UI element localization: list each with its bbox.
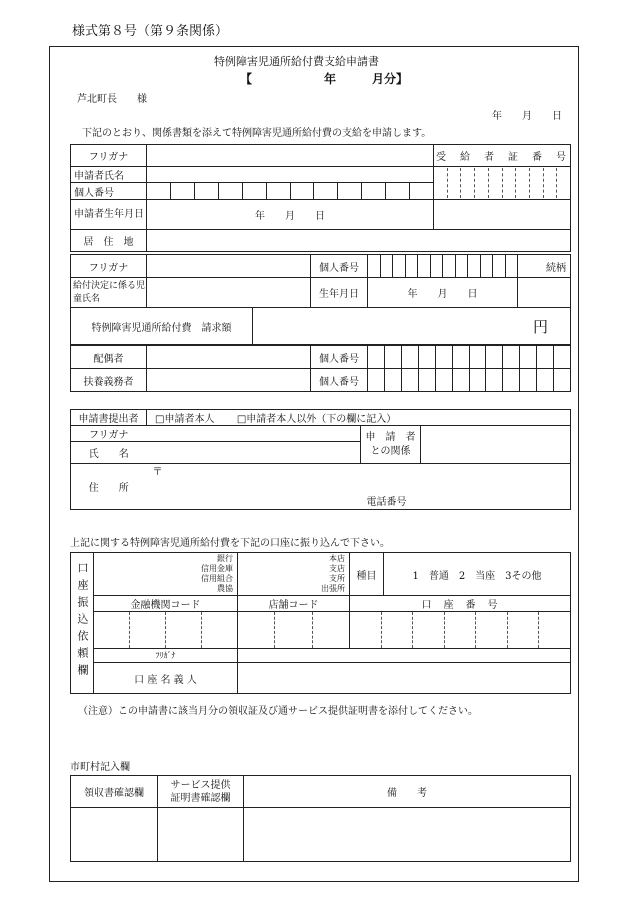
submitter-relationship-label: 申 請 者 との関係 [361, 426, 421, 464]
holder-name-label: 口 座 名 義 人 [94, 663, 238, 694]
claim-amount-field[interactable] [253, 308, 571, 345]
certificate-number-field[interactable] [434, 167, 571, 200]
applicant-name-field[interactable] [147, 167, 434, 183]
period-line: 【 年 月分】 [240, 72, 409, 86]
applicant-name-label: 申請者氏名 [71, 167, 147, 183]
submitter-furigana-field[interactable] [147, 426, 361, 442]
applicant-personal-number-field[interactable] [147, 183, 434, 200]
municipal-section-label: 市町村記入欄 [70, 762, 130, 773]
child-personal-number-label: 個人番号 [311, 255, 368, 278]
submitter-table [70, 409, 571, 510]
receipt-check-label: 領収書確認欄 [71, 776, 158, 808]
submitter-name-field[interactable] [147, 442, 361, 464]
postal-mark: 〒 [152, 467, 163, 478]
branch-code-label: 店舗コード [238, 596, 350, 612]
account-type-label: 種目 [350, 553, 384, 596]
submitter-label: 申請書提出者 [71, 410, 147, 426]
intro-text: 下記のとおり、関係書類を添えて特例障害児通所給付費の支給を申請します。 [82, 128, 432, 139]
child-furigana-field[interactable] [147, 255, 311, 278]
spouse-field[interactable] [147, 346, 311, 369]
institution-name-field[interactable]: 銀行 信用金庫 信用組合 農協 [94, 553, 238, 596]
child-name-field[interactable] [147, 278, 311, 308]
residence-field[interactable] [147, 230, 571, 252]
form-title: 特例障害児通所給付費支給申請書 [214, 55, 379, 68]
family-table [70, 345, 571, 392]
child-birthdate-label: 生年月日 [311, 278, 368, 308]
spouse-label: 配偶者 [71, 346, 147, 369]
branch-name-field[interactable]: 本店 支店 支所 出張所 [238, 553, 350, 596]
account-number-label: 口 座 番 号 [350, 596, 571, 612]
holder-furigana-field[interactable] [238, 649, 571, 663]
spouse-personal-number-field[interactable] [368, 346, 571, 369]
addressee: 芦北町長 様 [77, 94, 147, 105]
form-number: 様式第８号（第９条関係） [72, 24, 229, 39]
applicant-birthdate-field[interactable]: 年 月 日 [147, 200, 434, 230]
residence-label: 居 住 地 [71, 230, 147, 252]
phone-label: 電話番号 [366, 497, 407, 508]
institution-code-label: 金融機関コード [94, 596, 238, 612]
yen-unit: 円 [532, 317, 548, 336]
municipal-table [70, 775, 571, 862]
applicant-personal-number-label: 個人番号 [71, 183, 147, 200]
bank-table [70, 552, 571, 694]
certificate-number-label: 受 給 者 証 番 号 [434, 145, 571, 167]
claim-table [70, 307, 571, 345]
application-date[interactable]: 年 月 日 [492, 111, 562, 122]
applicant-table [70, 144, 571, 252]
submitter-self-checkbox[interactable]: □申請者本人 [155, 414, 215, 425]
applicant-birthdate-label: 申請者生年月日 [71, 200, 147, 230]
account-number-field[interactable] [350, 612, 571, 649]
relationship-label: 続柄 [518, 255, 571, 278]
relationship-field[interactable] [518, 278, 571, 308]
applicant-furigana-label: フリガナ [71, 145, 147, 167]
remarks-field[interactable] [244, 808, 571, 862]
account-type-options[interactable]: 1 普通 2 当座 3その他 [384, 553, 571, 596]
submitter-address-field[interactable] [147, 464, 571, 510]
child-personal-number-field[interactable] [368, 255, 518, 278]
note-text: （注意）この申請書に該当月分の領収証及び通サービス提供証明書を添付してください。 [78, 706, 478, 717]
branch-code-field[interactable] [238, 612, 350, 649]
service-check-field[interactable] [158, 808, 244, 862]
submitter-other-checkbox[interactable]: □申請者本人以外（下の欄に記入） [236, 414, 397, 425]
service-check-label: サービス提供 証明書確認欄 [158, 776, 244, 808]
supporter-personal-number-label: 個人番号 [311, 369, 368, 392]
submitter-name-label: 氏 名 [71, 442, 147, 464]
applicant-birthdate-blank [434, 200, 571, 230]
supporter-personal-number-field[interactable] [368, 369, 571, 392]
child-table [70, 254, 571, 308]
holder-furigana-label: ﾌﾘｶﾞﾅ [94, 649, 238, 663]
holder-name-field[interactable] [238, 663, 571, 694]
submitter-relationship-field[interactable] [421, 426, 571, 464]
applicant-furigana-field[interactable] [147, 145, 434, 167]
supporter-field[interactable] [147, 369, 311, 392]
submitter-options [147, 410, 571, 426]
child-furigana-label: フリガナ [71, 255, 147, 278]
child-birthdate-field[interactable]: 年 月 日 [368, 278, 518, 308]
institution-code-field[interactable] [94, 612, 238, 649]
bank-intro: 上記に関する特例障害児通所給付費を下記の口座に振り込んで下さい。 [70, 538, 390, 549]
submitter-furigana-label: フリガナ [71, 426, 147, 442]
bank-side-label: 口座振込依頼欄 [71, 553, 94, 694]
spouse-personal-number-label: 個人番号 [311, 346, 368, 369]
supporter-label: 扶養義務者 [71, 369, 147, 392]
child-name-label: 給付決定に係る児童氏名 [71, 278, 147, 308]
remarks-label: 備 考 [244, 776, 571, 808]
claim-label: 特例障害児通所給付費 請求額 [71, 308, 253, 345]
submitter-address-label: 住 所 [71, 464, 147, 510]
receipt-check-field[interactable] [71, 808, 158, 862]
